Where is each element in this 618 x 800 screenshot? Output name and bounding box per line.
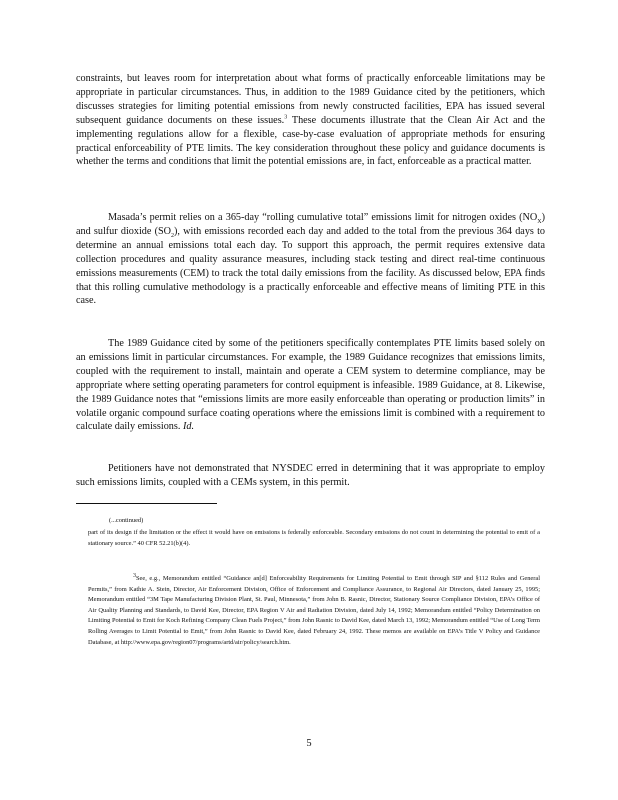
- paragraph-3-citation: Id.: [182, 421, 194, 433]
- body-paragraph-4: Petitioners have not demonstrated that NYSDEC erred in determining that it was appropriate to employ such emissions limits, coupled with a CEMs system, in this permit.: [76, 463, 545, 488]
- footnote-separator: [76, 503, 217, 504]
- paragraph-1-rest: These documents illustrate that the Clean Air Act and the implementing regulations allow for a flexible, case-by-case evaluation of appropriate methods for ensuring practical enforceability of PTE limits. The key consideration throughout these policy and guidance documents is whether the terms and conditions that limit the potential emissions are, in fact, enforceable as a practical matter.: [76, 114, 545, 168]
- footnote-continued-text: part of its design if the limitation or the effect it would have on emissions is federally enforceable. Secondary emissions do not count in determining the potential to emit of a stationary source.” 40 CFR 52.21(b)(4).: [88, 529, 540, 547]
- paragraph-2-text-c: ), with emissions recorded each day and added to the total from the previous 364 days to determine an annual emissions total each day. To support this approach, the permit requires extensive data collection procedures and quality assurance measures, including stack testing and direct real-time continuous emissions measurements (CEM) to track the total daily emissions from the facility. As discussed below, EPA finds that this rolling cumulative methodology is a practically enforceable and effective means of limiting PTE in this case.: [76, 225, 545, 307]
- page-number: 5: [306, 738, 312, 749]
- footnote-3-marker: 3: [133, 572, 136, 579]
- subscript-2: 2: [171, 232, 175, 239]
- body-paragraph-1: [76, 72, 545, 169]
- paragraph-1-text: constraints, but leaves room for interpretation about what forms of practically enforceable limitations may be appropriate in particular circumstances. Thus, in addition to the 1989 Guidance cited by the petitioners, which discusses strategies for limiting potential emissions from newly constructed facilities, EPA has issued several subsequent guidance documents on these issues.: [76, 73, 545, 126]
- footnote-continued-label: (...continued): [109, 517, 144, 524]
- footnote-3: [88, 574, 540, 648]
- body-paragraph-3: [76, 337, 545, 434]
- footnote-3-text: See, e.g., Memorandum entitled “Guidance an[d] Enforceability Requirements for Limiting Potential to Emit through SIP and §112 Rules and General Permits,” from Kathie A. Stein, Director, Air Enforcement Division, Office of Enforcement and Compliance Assurance, to Regional Air Directors, dated January 25, 1995; Memorandum entitled “3M Tape Manufacturing Division Plant, St. Paul, Minnesota,” from John B. Rasnic, Director, Stationary Source Compliance Division, EPA’s Office of Air Quality Planning and Standards, to David Kee, Director, EPA Region V Air and Radiation Division, dated July 14, 1992; Memorandum entitled “Policy Determination on Limiting Potential to Emit for Koch Refining Company Clean Fuels Project,” from John Rasnic to David Kee, dated March 13, 1992; Memorandum entitled “Use of Long Term Rolling Averages to Limit Potential to Emit,” from John Rasnic to David Kee, dated February 24, 1992. These memos are available on EPA’s Title V Policy and Guidance Database, at http://www.epa.gov/region07/programs/artd/air/policy/search.htm.: [88, 575, 540, 646]
- footnote-reference-3: 3: [284, 114, 288, 121]
- paragraph-3-text: The 1989 Guidance cited by some of the petitioners specifically contemplates PTE limits based solely on an emissions limit in particular circumstances. For example, the 1989 Guidance recognizes that emissions limits, coupled with the requirement to install, maintain and operate a CEM system to determine compliance, may be appropriate where setting operating parameters for control equipment is infeasible. 1989 Guidance, at 8. Likewise, the 1989 Guidance notes that “emissions limits are more easily enforceable than operating or production limits” in volatile organic compound surface coating operations where the emissions limit is combined with a requirement to calculate daily emissions.: [76, 338, 545, 433]
- paragraph-2-text-b: ) and sulfur dioxide (SO: [76, 212, 545, 237]
- paragraph-2-text-a: Masada’s permit relies on a 365-day “rolling cumulative total” emissions limit for nitrogen oxides (NO: [108, 212, 538, 223]
- body-paragraph-2: [76, 211, 545, 308]
- subscript-x: X: [537, 219, 542, 226]
